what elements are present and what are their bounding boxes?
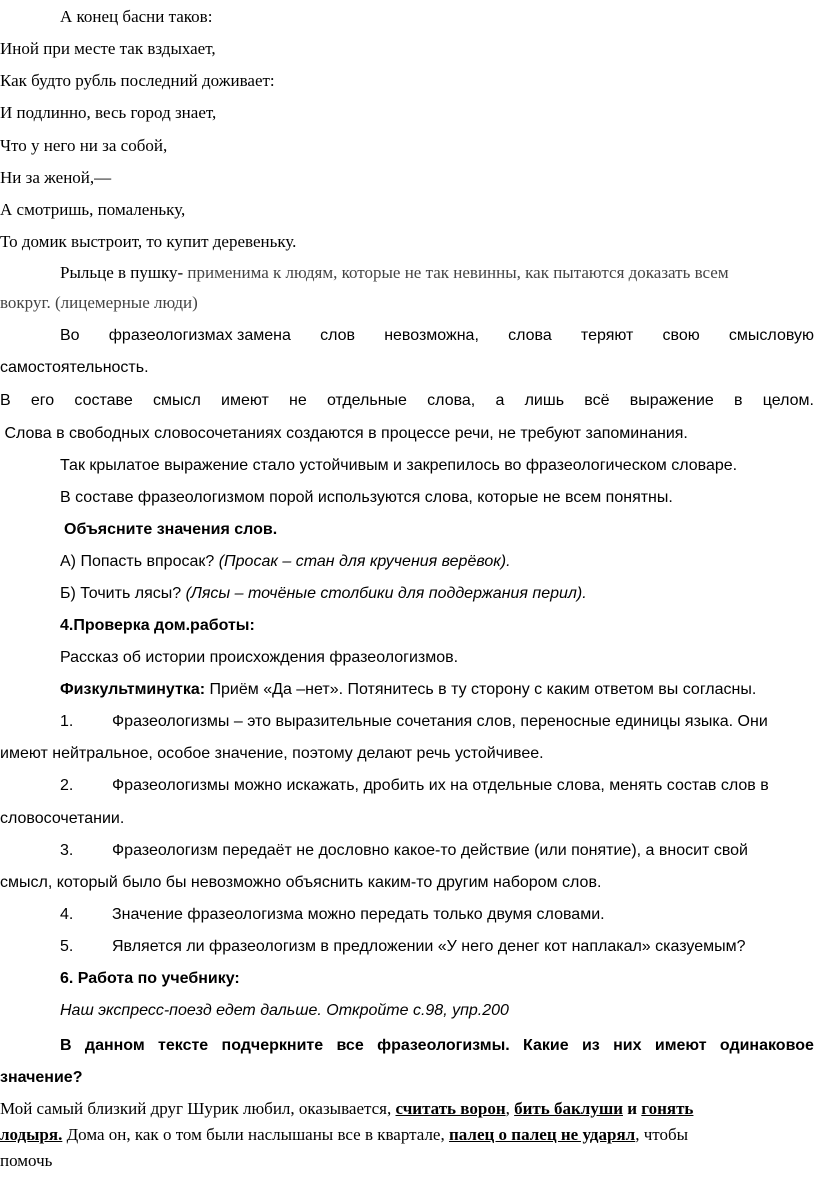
word: В xyxy=(0,392,11,409)
word: смысл xyxy=(152,392,201,409)
list-number: 4. xyxy=(60,906,74,923)
homework-heading xyxy=(60,615,255,637)
exercise-text-line-1 xyxy=(0,1098,693,1120)
word: теряют xyxy=(580,327,634,344)
paragraph-1-line xyxy=(60,325,814,347)
heading-text: Объясните значения слов. xyxy=(64,521,278,538)
homework-text: Рассказ об истории происхождения фразеологизмов. xyxy=(60,649,459,666)
poem-line: Ни за женой,— xyxy=(0,168,112,187)
statement-3 xyxy=(60,840,748,862)
word: слов xyxy=(320,327,355,344)
paragraph-4: В составе фразеологизмом порой используются слова, которые не всем понятны. xyxy=(60,489,673,506)
word: составе xyxy=(74,392,133,409)
word: них xyxy=(613,1037,642,1054)
question-text: Б) Точить лясы? xyxy=(60,585,182,602)
word: все xyxy=(336,1037,364,1054)
text-run: , xyxy=(505,1099,515,1118)
word: имеют xyxy=(221,392,269,409)
text-run: и xyxy=(623,1099,642,1118)
idiom-definition-cont: вокруг. (лицемерные люди) xyxy=(0,293,198,312)
word: слова xyxy=(508,327,552,344)
warmup-text: Приём «Да –нет». Потянитесь в ту сторону с каким ответом вы согласны. xyxy=(205,681,757,698)
statement-text: Фразеологизм передаёт не дословно какое-то действие (или понятие), а вносит свой xyxy=(112,842,748,859)
poem-intro: А конец басни таков: xyxy=(60,7,213,26)
heading-text: 6. Работа по учебнику: xyxy=(60,970,240,987)
statement-text: Фразеологизмы – это выразительные сочетания слов, переносные единицы языка. Они xyxy=(112,713,768,730)
poem-line: Как будто рубль последний доживает: xyxy=(0,71,275,90)
statement-text: Является ли фразеологизм в предложении «У него денег кот наплакал» сказуемым? xyxy=(112,938,746,955)
task-a xyxy=(60,551,511,573)
word: в xyxy=(734,392,743,409)
statement-2-cont: словосочетании. xyxy=(0,810,125,827)
exercise-task-cont: значение? xyxy=(0,1069,83,1086)
warmup-line xyxy=(60,679,756,701)
poem-line: И подлинно, весь город знает, xyxy=(0,103,217,122)
statement-3-cont: смысл, который было бы невозможно объяснить каким-то другим набором слов. xyxy=(0,874,602,891)
word: Во xyxy=(60,327,80,344)
exercise-text-line-3: помочь xyxy=(0,1151,53,1170)
textbook-heading xyxy=(60,968,240,990)
word: одинаковое xyxy=(719,1037,814,1054)
paragraph-1-cont: самостоятельность. xyxy=(0,359,149,376)
textbook-instruction xyxy=(60,1000,509,1022)
idiom-definition: применима к людям, которые не так невинны, как пытаются доказать всем xyxy=(183,263,729,282)
statement-1-cont: имеют нейтральное, особое значение, поэтому делают речь устойчивее. xyxy=(0,745,544,762)
task-explain-heading xyxy=(64,519,277,541)
statement-text: Значение фразеологизма можно передать только двумя словами. xyxy=(112,906,605,923)
word: не xyxy=(289,392,307,409)
word: отдельные xyxy=(327,392,407,409)
word: тексте xyxy=(158,1037,209,1054)
list-number: 2. xyxy=(60,777,74,794)
word: его xyxy=(30,392,55,409)
word: фразеологизмы. xyxy=(377,1037,510,1054)
statement-text: Фразеологизмы можно искажать, дробить их на отдельные слова, менять состав слов в xyxy=(112,777,769,794)
poem-line: Иной при месте так вздыхает, xyxy=(0,39,216,58)
word: лишь xyxy=(524,392,565,409)
word: всё xyxy=(584,392,610,409)
answer-text: (Просак – стан для кручения верёвок). xyxy=(214,553,511,570)
task-b xyxy=(60,583,587,605)
text-run: , чтобы xyxy=(635,1125,689,1144)
statement-2 xyxy=(60,775,769,797)
word: имеют xyxy=(654,1037,707,1054)
underlined-idiom: бить баклуши xyxy=(514,1099,623,1118)
list-number: 1. xyxy=(60,713,74,730)
text-run: Дома он, как о том были наслышаны все в квартале, xyxy=(62,1125,449,1144)
statement-4 xyxy=(60,904,605,926)
word: подчеркните xyxy=(221,1037,324,1054)
question-text: А) Попасть впросак? xyxy=(60,553,215,570)
word: В xyxy=(60,1037,72,1054)
word: свою xyxy=(662,327,700,344)
underlined-idiom: гонять xyxy=(641,1099,694,1118)
word: смысловую xyxy=(728,327,814,344)
paragraph-3: Так крылатое выражение стало устойчивым и закрепилось во фразеологическом словаре. xyxy=(60,457,738,474)
list-number: 3. xyxy=(60,842,74,859)
word: из xyxy=(581,1037,600,1054)
instruction-text: Наш экспресс-поезд едет дальше. Откройте с.98, упр.200 xyxy=(60,1002,509,1019)
list-number: 5. xyxy=(60,938,74,955)
paragraph-2-cont: Слова в свободных словосочетаниях создаются в процессе речи, не требуют запоминания. xyxy=(0,425,688,442)
exercise-text-line-2 xyxy=(0,1124,688,1146)
word: данном xyxy=(84,1037,145,1054)
heading-text: 4.Проверка дом.работы: xyxy=(60,617,255,634)
exercise-task-line xyxy=(60,1035,814,1057)
word: выражение xyxy=(629,392,714,409)
idiom-note-line xyxy=(60,262,729,284)
word: фразеологизмах замена xyxy=(108,327,291,344)
statement-5 xyxy=(60,936,746,958)
text-run: Мой самый близкий друг Шурик любил, оказывается, xyxy=(0,1099,396,1118)
word: слова, xyxy=(427,392,476,409)
word: а xyxy=(495,392,505,409)
underlined-idiom: считать ворон xyxy=(395,1099,506,1118)
word: целом. xyxy=(762,392,814,409)
statement-1 xyxy=(60,711,768,733)
underlined-idiom: палец о палец не ударял xyxy=(448,1125,636,1144)
poem-line: Что у него ни за собой, xyxy=(0,136,168,155)
word: невозможна, xyxy=(384,327,479,344)
paragraph-2-line xyxy=(0,390,814,412)
poem-line: А смотришь, помаленьку, xyxy=(0,200,186,219)
warmup-label: Физкультминутка: xyxy=(60,681,206,698)
answer-text: (Лясы – точёные столбики для поддержания перил). xyxy=(181,585,587,602)
poem-line: То домик выстроит, то купит деревеньку. xyxy=(0,232,297,251)
word: Какие xyxy=(523,1037,569,1054)
underlined-idiom: лодыря. xyxy=(0,1125,63,1144)
idiom-term: Рыльце в пушку- xyxy=(60,263,184,282)
